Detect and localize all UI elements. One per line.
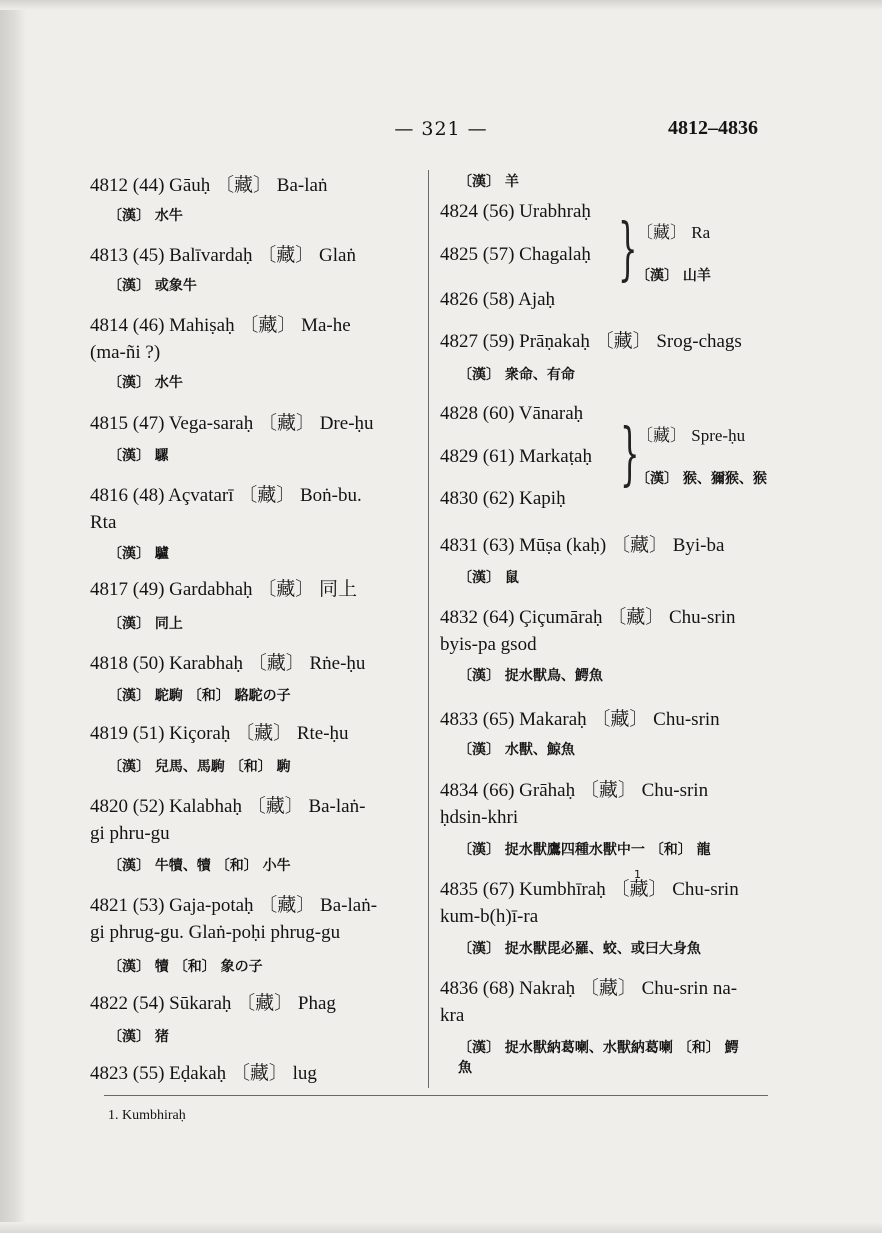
entry-4820: 4820 (52) Kalabhaḥ 〔藏〕 Ba-laṅ- gi phru-gu — [90, 796, 366, 844]
entry-4814-chinese: 〔漢〕 水牛 — [108, 375, 183, 391]
entry-4835: 4835 (67) Kumbhīraḥ 〔藏〕 Chu-srin kum-b(h)ī-ra — [440, 879, 739, 927]
entry-4827-chinese: 〔漢〕 衆命、有命 — [458, 367, 575, 383]
entry-4836-chinese: 〔漢〕 捉水獸納葛喇、水獸納葛喇 〔和〕 鰐 魚 — [458, 1040, 739, 1076]
entry-4818-chinese: 〔漢〕 駝駒 〔和〕 駱駝の子 — [108, 688, 291, 704]
entry-4833-chinese: 〔漢〕 水獸、鯨魚 — [458, 742, 575, 758]
entry-4812: 4812 (44) Gāuḥ 〔藏〕 Ba-laṅ — [90, 175, 328, 196]
entry-4821-chinese: 〔漢〕 犢 〔和〕 象の子 — [108, 959, 263, 975]
group-spre-chinese: 〔漢〕 猴、獮猴、猴 — [636, 471, 767, 487]
entry-4834: 4834 (66) Grāhaḥ 〔藏〕 Chu-srin ḥdsin-khri — [440, 780, 709, 828]
entry-4826: 4826 (58) Ajaḥ — [440, 289, 556, 310]
entry-4820-chinese: 〔漢〕 牛犢、犢 〔和〕 小牛 — [108, 858, 291, 874]
footnote: 1. Kumbhiraḥ — [108, 1108, 186, 1123]
page-edge-shadow — [0, 0, 26, 1233]
brace-spre: } — [620, 415, 640, 494]
group-spre-tibetan: 〔藏〕 Spre-ḥu — [636, 426, 746, 445]
entry-4825: 4825 (57) Chagalaḥ — [440, 244, 591, 265]
brace-ra: } — [618, 210, 638, 289]
entry-4836: 4836 (68) Nakraḥ 〔藏〕 Chu-srin na- kra — [440, 978, 738, 1026]
entry-4832: 4832 (64) Çiçumāraḥ 〔藏〕 Chu-srin byis-pa gsod — [440, 607, 736, 655]
entry-4830: 4830 (62) Kapiḥ — [440, 488, 566, 509]
page-bottom-edge — [0, 1222, 882, 1233]
entry-range: 4812–4836 — [668, 117, 758, 139]
entry-4812-chinese: 〔漢〕 水牛 — [108, 208, 183, 224]
entry-4834-chinese: 〔漢〕 捉水獸鷹四種水獸中一 〔和〕 龍 — [458, 842, 711, 858]
entry-4828: 4828 (60) Vānaraḥ — [440, 403, 584, 424]
entry-4814: 4814 (46) Mahiṣaḥ 〔藏〕 Ma-he (ma-ñi ?) — [90, 315, 351, 363]
footnote-marker: 1 — [634, 868, 641, 881]
entry-4813-chinese: 〔漢〕 或象牛 — [108, 278, 197, 294]
entry-4823: 4823 (55) Eḍakaḥ 〔藏〕 lug — [90, 1063, 317, 1084]
entry-4819: 4819 (51) Kiçoraḥ 〔藏〕 Rte-ḥu — [90, 723, 349, 744]
entry-4816-chinese: 〔漢〕 驢 — [108, 546, 169, 562]
entry-4831: 4831 (63) Mūṣa (kaḥ) 〔藏〕 Byi-ba — [440, 535, 725, 556]
entry-4835-chinese: 〔漢〕 捉水獸毘必羅、蛟、或曰大身魚 — [458, 941, 701, 957]
entry-4831-chinese: 〔漢〕 鼠 — [458, 570, 519, 586]
entry-4823-chinese: 〔漢〕 羊 — [458, 174, 519, 190]
entry-4829: 4829 (61) Markaṭaḥ — [440, 446, 592, 467]
group-ra-tibetan: 〔藏〕 Ra — [636, 223, 711, 242]
entry-4819-chinese: 〔漢〕 兒馬、馬駒 〔和〕 駒 — [108, 759, 291, 775]
entry-4815: 4815 (47) Vega-saraḥ 〔藏〕 Dre-ḥu — [90, 413, 374, 434]
group-ra-chinese: 〔漢〕 山羊 — [636, 268, 711, 284]
entry-4832-chinese: 〔漢〕 捉水獸鳥、鰐魚 — [458, 668, 603, 684]
page-top-edge — [0, 0, 882, 10]
entry-4822-chinese: 〔漢〕 猪 — [108, 1029, 169, 1045]
entry-4816: 4816 (48) Açvatarī 〔藏〕 Boṅ-bu. Rta — [90, 485, 362, 533]
entry-4815-chinese: 〔漢〕 騾 — [108, 448, 169, 464]
footnote-rule — [104, 1095, 768, 1096]
page-number: — 321 — — [394, 118, 488, 140]
entry-4817-chinese: 〔漢〕 同上 — [108, 616, 183, 632]
entry-4813: 4813 (45) Balīvardaḥ 〔藏〕 Glaṅ — [90, 245, 356, 266]
entry-4824: 4824 (56) Urabhraḥ — [440, 201, 591, 222]
entry-4817: 4817 (49) Gardabhaḥ 〔藏〕 同上 — [90, 579, 358, 600]
entry-4821: 4821 (53) Gaja-potaḥ 〔藏〕 Ba-laṅ- gi phrug-gu. Glaṅ-poḥi phrug-gu — [90, 895, 378, 943]
entry-4827: 4827 (59) Prāṇakaḥ 〔藏〕 Srog-chags — [440, 331, 742, 352]
entry-4818: 4818 (50) Karabhaḥ 〔藏〕 Rṅe-ḥu — [90, 653, 366, 674]
entry-4833: 4833 (65) Makaraḥ 〔藏〕 Chu-srin — [440, 709, 720, 730]
column-divider — [428, 170, 429, 1088]
entry-4822: 4822 (54) Sūkaraḥ 〔藏〕 Phag — [90, 993, 336, 1014]
